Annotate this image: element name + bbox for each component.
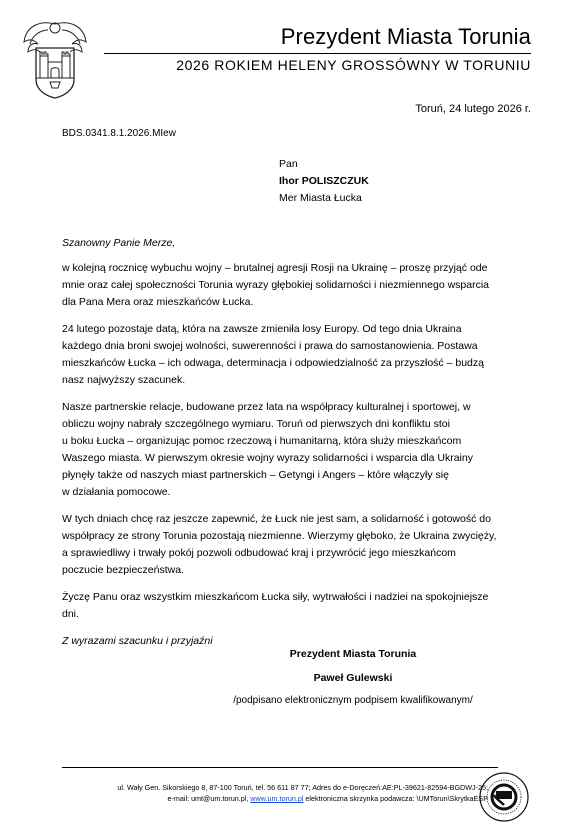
footer-divider xyxy=(62,767,498,768)
letter-body xyxy=(62,235,532,650)
paragraph-line: a sprawiedliwy i trwały pokój pozwoli odbudować kraj i przywrócić jego mieszkańcom xyxy=(62,547,456,559)
recipient-name xyxy=(279,173,369,190)
paragraph-line: obliczu wojny nabrały szczególnego wymiaru. Toruń od pierwszych dni konfliktu stoi xyxy=(62,418,450,430)
paragraph-line: Waszego miasta. W pierwszym okresie wojny wyrazy solidarności i wsparcia dla Ukrainy xyxy=(62,452,473,464)
paragraph-line: poczucie bezpieczeństwa. xyxy=(62,564,184,576)
recipient-title: Mer Miasta Łucka xyxy=(279,192,362,204)
recipient-address xyxy=(279,156,369,207)
paragraph-line: mieszkańców Łucka – ich odwaga, determinacja i odpowiedzialność za przyszłość – budzą xyxy=(62,357,484,369)
closing: Z wyrazami szacunku i przyjaźni xyxy=(62,635,213,647)
paragraph-line: Nasze partnerskie relacje, budowane przez lata na współpracy kulturalnej i sportowej, w xyxy=(62,401,471,413)
paragraph-line: każdego dnia broni swojej wolności, suwerenności i prawa do samostanowienia. Postawa xyxy=(62,340,478,352)
recipient-salutation: Pan xyxy=(279,158,298,170)
paragraph xyxy=(62,589,532,623)
paragraph xyxy=(62,399,532,501)
paragraph-line: W tych dniach chcę raz jeszcze zapewnić, że Łuck nie jest sam, a solidarność i gotowość do xyxy=(62,513,491,525)
paragraph-line: 24 lutego pozostaje datą, która na zawsze zmieniła losy Europy. Od tego dnia Ukraina xyxy=(62,323,462,335)
header-subtitle: 2026 ROKIEM HELENY GROSSÓWNY W TORUNIU xyxy=(176,57,531,73)
paragraph-line: mnie oraz całej społeczności Torunia wyrazy głębokiej solidarności i niezmiennego wsparcia xyxy=(62,279,490,291)
paragraph-line: w działania pomocowe. xyxy=(62,486,171,498)
paragraph-line: płynęły także od naszych miast partnerskich – Getyngi i Angers – które włączyły się xyxy=(62,469,449,481)
reference-number: BDS.0341.8.1.2026.MIew xyxy=(62,128,176,139)
recipient-first-name: Ihor xyxy=(279,175,302,187)
paragraph-line: dni. xyxy=(62,608,79,620)
footer-epuap: elektroniczna skrzynka podawcza: \UMTorun\SkrytkaESP xyxy=(303,794,488,803)
paragraph xyxy=(62,260,532,311)
letter-date: Toruń, 24 lutego 2026 r. xyxy=(415,103,531,115)
paragraph-line: współpracy ze strony Torunia pozostają niezmienne. Wierzymy głęboko, że Ukraina zwycięży, xyxy=(62,530,497,542)
paragraph-line: dla Pana Mera oraz mieszkańców Łucka. xyxy=(62,296,254,308)
paragraph-line: nasz najwyższy szacunek. xyxy=(62,374,186,386)
greeting: Szanowny Panie Merze, xyxy=(62,237,176,249)
paragraph-line: w kolejną rocznicę wybuchu wojny – brutalnej agresji Rosji na Ukrainę – proszę przyjąć ode xyxy=(62,262,488,274)
recipient-last-name: POLISZCZUK xyxy=(301,175,369,187)
footer-address: ul. Wały Gen. Sikorskiego 8, 87-100 Toruń, tel. 56 611 87 77; Adres do e-Doręczeń:AE:PL-39621-82594-BGDWJ-25; xyxy=(117,783,488,792)
signature-note: /podpisano elektronicznym podpisem kwalifikowanym/ xyxy=(233,695,473,706)
paragraph xyxy=(62,321,532,389)
signature-title: Prezydent Miasta Torunia xyxy=(289,648,417,660)
paragraph xyxy=(62,511,532,579)
signature-name: Paweł Gulewski xyxy=(313,672,393,684)
header-title: Prezydent Miasta Torunia xyxy=(280,24,531,49)
paragraph-line: Życzę Panu oraz wszystkim mieszkańcom Łucka siły, wytrwałości i nadziei na spokojniejsze xyxy=(62,591,489,603)
footer-contact xyxy=(168,794,489,803)
footer-email: e-mail: umt@um.torun.pl, xyxy=(167,794,251,803)
unesco-world-heritage-icon xyxy=(478,771,530,823)
paragraph-line: u boku Łucka – organizując pomoc rzeczową i humanitarną, która służy mieszkańcom xyxy=(62,435,462,447)
header-divider xyxy=(104,53,531,54)
website-link[interactable]: www.um.torun.pl xyxy=(250,794,304,803)
torun-coat-of-arms-icon xyxy=(20,18,90,100)
